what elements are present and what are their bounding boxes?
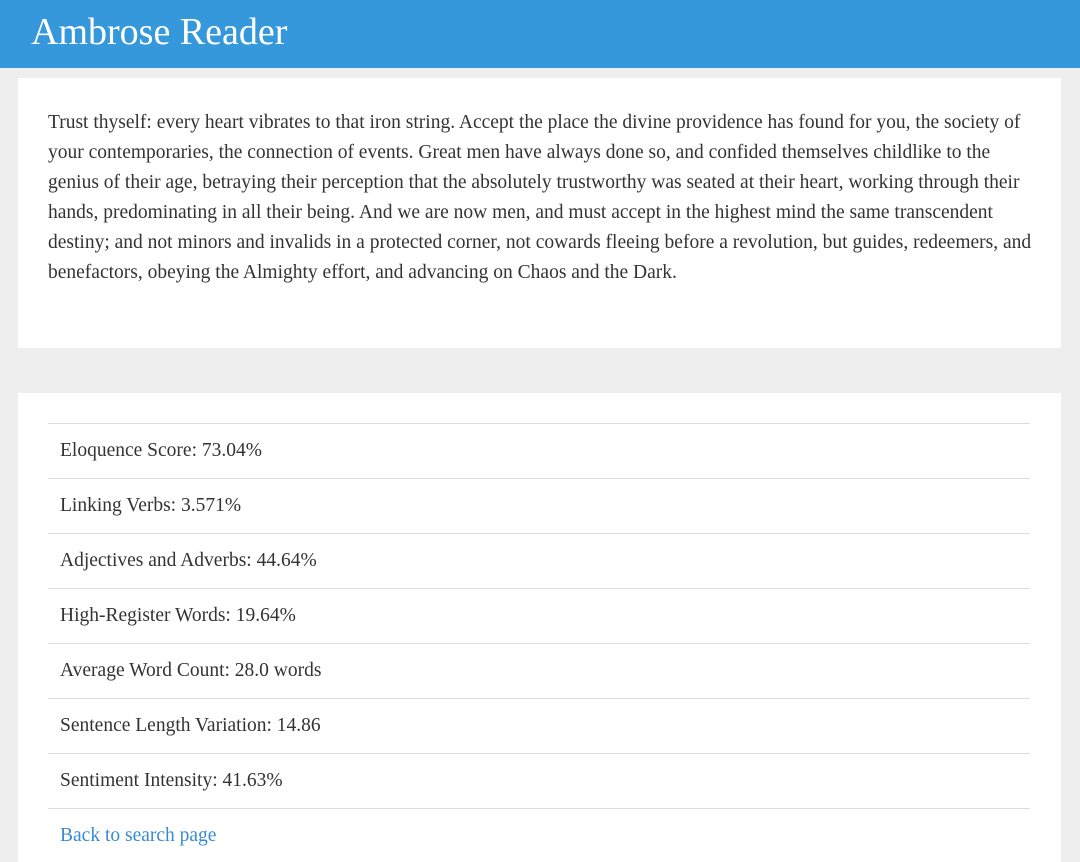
passage-panel: [18, 78, 1061, 348]
app-title[interactable]: Ambrose Reader: [31, 11, 288, 53]
stat-sentiment-intensity: Sentiment Intensity: 41.63%: [48, 754, 1030, 809]
stat-average-word-count: Average Word Count: 28.0 words: [48, 644, 1030, 699]
stat-adjectives-adverbs: Adjectives and Adverbs: 44.64%: [48, 534, 1030, 589]
stat-high-register-words: High-Register Words: 19.64%: [48, 589, 1030, 644]
stats-list: [48, 423, 1030, 809]
back-to-search-link[interactable]: Back to search page: [60, 825, 217, 846]
stats-panel: [18, 393, 1061, 862]
passage-text: Trust thyself: every heart vibrates to that iron string. Accept the place the divine providence has found for you, the society of your contemporaries, the connection of events. Great men have always done so, and confided themselves childlike to the genius of their age, betraying their perception that the absolutely trustworthy was seated at their heart, working through their hands, predominating in all their being. And we are now men, and must accept in the highest mind the same transcendent destiny; and not minors and invalids in a protected corner, not cowards fleeing before a revolution, but guides, redeemers, and benefactors, obeying the Almighty effort, and advancing on Chaos and the Dark.: [48, 112, 1032, 283]
stat-sentence-length-variation: Sentence Length Variation: 14.86: [48, 699, 1030, 754]
stat-eloquence-score: Eloquence Score: 73.04%: [48, 424, 1030, 479]
stat-linking-verbs: Linking Verbs: 3.571%: [48, 479, 1030, 534]
top-navbar: [0, 0, 1080, 68]
